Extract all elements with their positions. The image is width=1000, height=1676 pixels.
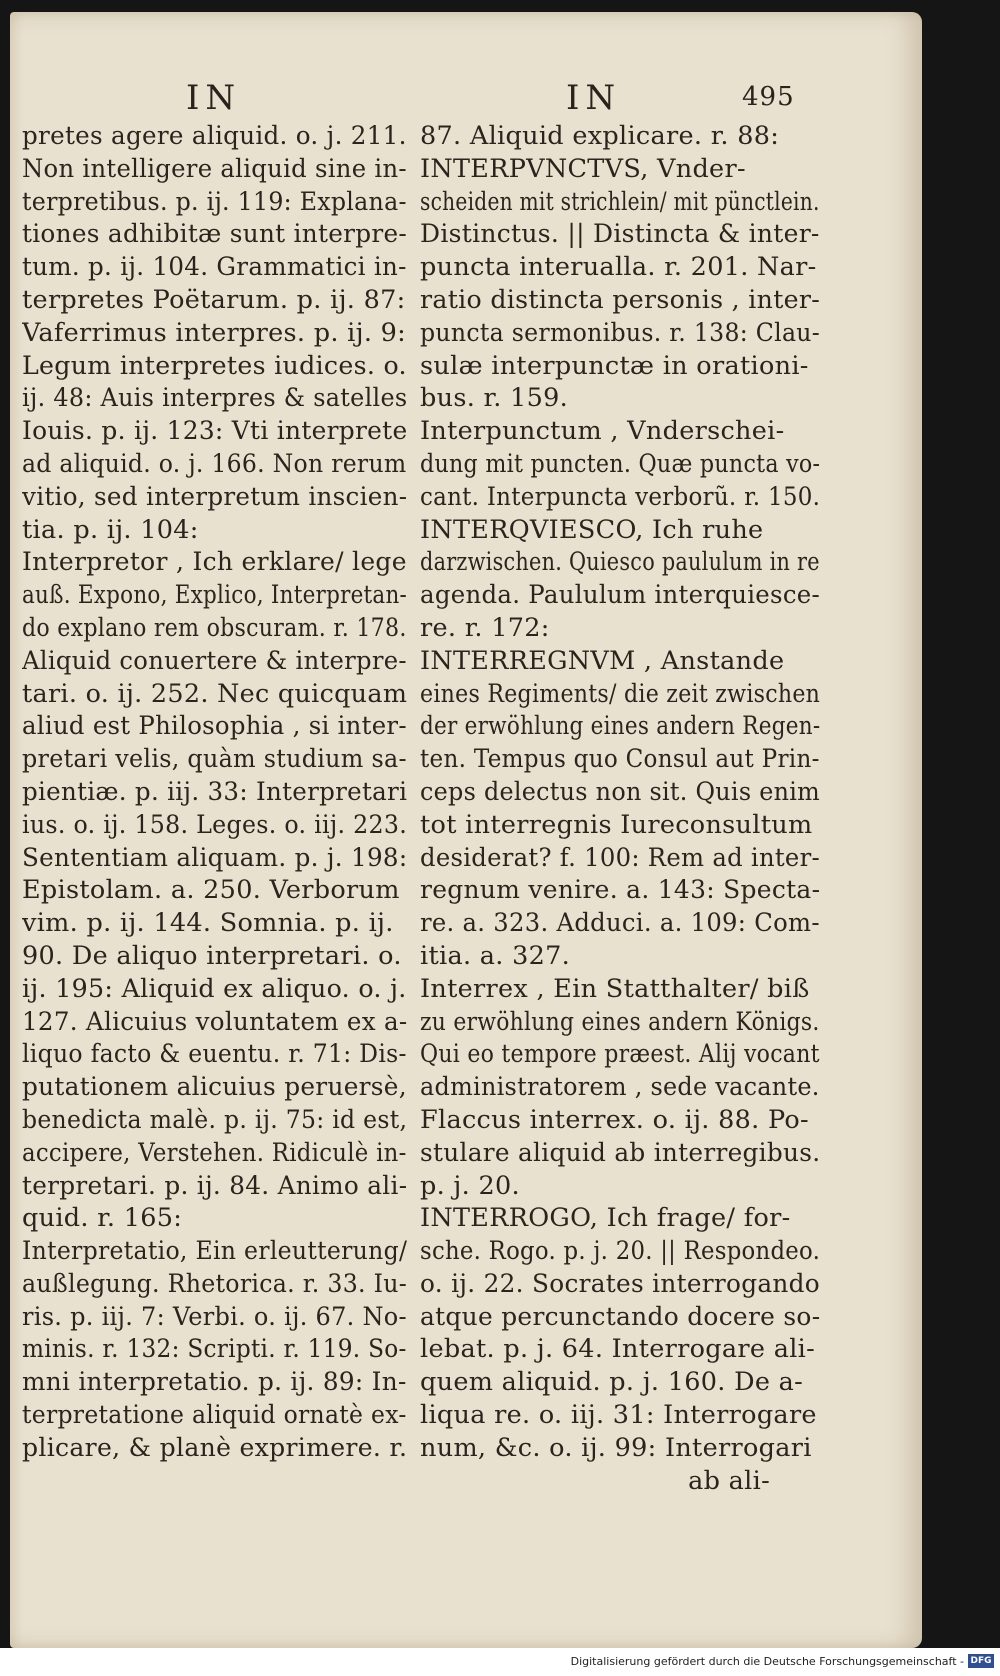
text-line: Vaferrimus interpres. p. ij. 9: [22, 317, 407, 348]
text-line: pretari velis, quàm studium sa- [22, 744, 407, 775]
text-line: atque percunctando docere so- [420, 1301, 821, 1332]
text-line: plicare, & planè exprimere. r. [22, 1432, 408, 1463]
text-line: do explano rem obscuram. r. 178. [22, 612, 407, 643]
text-line: quem aliquid. p. j. 160. De a- [420, 1367, 804, 1398]
dfg-logo-icon: DFG [968, 1654, 994, 1668]
text-line: ceps delectus non sit. Quis enim [420, 776, 821, 807]
text-line: ius. o. ij. 158. Leges. o. iij. 223. [22, 809, 408, 840]
catchword: ab ali- [688, 1465, 770, 1496]
text-line: Interpretatio, Ein erleutterung/ [22, 1236, 408, 1267]
text-line: liqua re. o. iij. 31: Interrogare [420, 1400, 817, 1431]
right-text-column [420, 120, 922, 1497]
text-line: Sententiam aliquam. p. j. 198: [22, 842, 408, 873]
text-line: terpretes Poëtarum. p. ij. 87: [22, 284, 406, 315]
text-line: regnum venire. a. 143: Specta- [420, 875, 821, 906]
text-line: pientiæ. p. iij. 33: Interpretari [22, 776, 408, 807]
page-number: 495 [742, 82, 795, 112]
text-line: Flaccus interrex. o. ij. 88. Po- [420, 1104, 809, 1135]
text-line: vitio, sed interpretum inscien- [22, 481, 408, 512]
text-line: aliud est Philosophia , si inter- [22, 711, 407, 742]
text-line: Interpretor , Ich erklare/ lege [22, 547, 407, 578]
text-line: accipere, Verstehen. Ridiculè in- [22, 1137, 407, 1168]
text-line: puncta interualla. r. 201. Nar- [420, 252, 817, 283]
text-line: ij. 48: Auis interpres & satelles [22, 383, 408, 414]
text-line: 127. Alicuius voluntatem ex a- [22, 1006, 408, 1037]
book-page [10, 12, 922, 1648]
text-line: lebat. p. j. 64. Interrogare ali- [420, 1334, 816, 1365]
text-line: INTERROGO, Ich frage/ for- [420, 1203, 791, 1234]
text-line: benedicta malè. p. ij. 75: id est, [22, 1104, 408, 1135]
text-line: außlegung. Rhetorica. r. 33. Iu- [22, 1268, 408, 1299]
text-line: pretes agere aliquid. o. j. 211. [22, 121, 407, 151]
text-line: Epistolam. a. 250. Verborum [22, 875, 400, 906]
text-line: terpretari. p. ij. 84. Animo ali- [22, 1170, 408, 1201]
running-head-left: IN [186, 78, 242, 118]
text-line: INTERREGNVM , Anstande [420, 645, 785, 676]
running-head-right: IN [566, 78, 622, 118]
text-line: puncta sermonibus. r. 138: Clau- [420, 317, 821, 348]
text-line: itia. a. 327. [420, 940, 571, 971]
text-line: terpretibus. p. ij. 119: Explana- [22, 186, 407, 217]
text-line: 87. Aliquid explicare. r. 88: [420, 121, 780, 151]
text-line: tia. p. ij. 104: [22, 514, 199, 545]
text-line: tiones adhibitæ sunt interpre- [22, 219, 408, 250]
text-line: Interpunctum , Vnderschei- [420, 416, 785, 447]
text-line: Interrex , Ein Statthalter/ biß [420, 973, 810, 1004]
text-line: agenda. Paululum interquiesce- [420, 580, 821, 611]
text-line: tari. o. ij. 252. Nec quicquam [22, 678, 408, 709]
text-line: p. j. 20. [420, 1170, 520, 1201]
text-line: INTERPVNCTVS, Vnder- [420, 153, 746, 184]
text-line: ris. p. iij. 7: Verbi. o. ij. 67. No- [22, 1301, 407, 1332]
footer-credit: Digitalisierung gefördert durch die Deutsche Forschungsgemeinschaft - [570, 1655, 964, 1668]
text-line: tot interregnis Iureconsultum [420, 809, 813, 840]
text-line: der erwöhlung eines andern Regen- [420, 711, 821, 742]
text-line: scheiden mit strichlein/ mit pünctlein. [420, 186, 820, 217]
text-line: Iouis. p. ij. 123: Vti interprete [22, 416, 408, 447]
text-line: tum. p. ij. 104. Grammatici in- [22, 252, 407, 283]
text-line: Legum interpretes iudices. o. [22, 350, 407, 381]
text-line: auß. Expono, Explico, Interpretan- [22, 580, 408, 611]
text-line: Qui eo tempore præest. Alij vocant [420, 1039, 820, 1070]
text-line: darzwischen. Quiesco paululum in re [420, 547, 820, 578]
text-line: eines Regiments/ die zeit zwischen [420, 678, 821, 709]
text-line: minis. r. 132: Scripti. r. 119. So- [22, 1334, 407, 1365]
text-line: 90. De aliquo interpretari. o. [22, 940, 402, 971]
text-line: ratio distincta personis , inter- [420, 284, 821, 315]
text-line: ij. 195: Aliquid ex aliquo. o. j. [22, 973, 407, 1004]
text-line: terpretatione aliquid ornatè ex- [22, 1400, 407, 1431]
text-line: o. ij. 22. Socrates interrogando [420, 1268, 821, 1299]
text-line: mni interpretatio. p. ij. 89: In- [22, 1367, 407, 1398]
text-line: Non intelligere aliquid sine in- [22, 153, 407, 184]
digitization-footer [0, 1648, 1000, 1676]
text-line: quid. r. 165: [22, 1203, 183, 1234]
text-line: liquo facto & euentu. r. 71: Dis- [22, 1039, 407, 1070]
text-line: putationem alicuius peruersè, [22, 1072, 407, 1103]
text-line: Distinctus. || Distincta & inter- [420, 219, 820, 250]
text-line: re. a. 323. Adduci. a. 109: Com- [420, 908, 820, 939]
text-line: cant. Interpuncta verborũ. r. 150. [420, 481, 821, 512]
text-line: administratorem , sede vacante. [420, 1072, 820, 1103]
text-line: sche. Rogo. p. j. 20. || Respondeo. [420, 1236, 821, 1267]
text-line: INTERQVIESCO, Ich ruhe [420, 514, 764, 545]
text-line: stulare aliquid ab interregibus. [420, 1137, 821, 1168]
text-line: bus. r. 159. [420, 383, 569, 414]
text-line: vim. p. ij. 144. Somnia. p. ij. [22, 908, 394, 939]
text-line: re. r. 172: [420, 612, 550, 643]
text-line: zu erwöhlung eines andern Königs. [420, 1006, 820, 1037]
text-line: desiderat? f. 100: Rem ad inter- [420, 842, 820, 873]
text-line: ad aliquid. o. j. 166. Non rerum [22, 448, 407, 479]
text-line: Aliquid conuertere & interpre- [22, 645, 407, 676]
text-line: dung mit puncten. Quæ puncta vo- [420, 448, 821, 479]
text-line: ten. Tempus quo Consul aut Prin- [420, 744, 820, 775]
text-line: num, &c. o. ij. 99: Interrogari [420, 1432, 812, 1463]
text-line: sulæ interpunctæ in orationi- [420, 350, 809, 381]
left-text-column [22, 120, 479, 1465]
